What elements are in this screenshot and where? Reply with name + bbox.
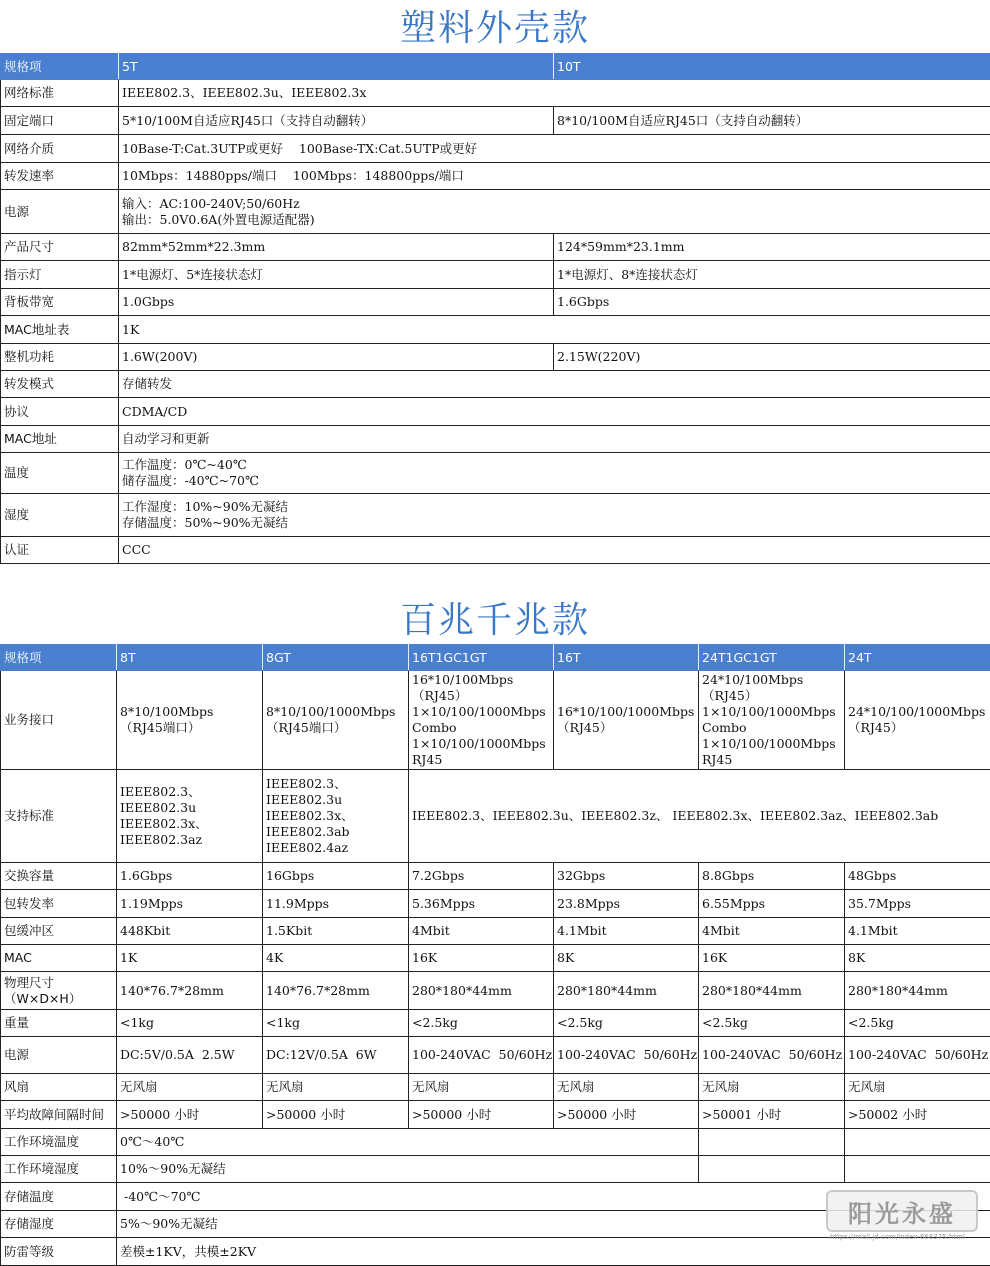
row-value: 自动学习和更新 xyxy=(119,426,990,453)
cell: 8K xyxy=(554,945,699,972)
section-title-gigabit: 百兆千兆款 xyxy=(0,600,990,642)
row-label: 指示灯 xyxy=(1,261,119,289)
cell: 无风扇 xyxy=(117,1074,263,1101)
table-header-row xyxy=(1,645,990,671)
cell: 11.9Mpps xyxy=(263,890,409,918)
power-input: 输入：AC:100-240V;50/60Hz xyxy=(122,196,987,212)
table-row xyxy=(1,1156,990,1183)
cell: DC:5V/0.5A 2.5W xyxy=(117,1037,263,1074)
cell: 4Mbit xyxy=(409,918,554,945)
cell: 100-240VAC 50/60Hz xyxy=(845,1037,990,1074)
table-row xyxy=(1,1101,990,1129)
row-value xyxy=(119,494,990,537)
cell-line: Combo xyxy=(702,720,841,736)
table-row xyxy=(1,107,990,135)
store-watermark-logo xyxy=(826,1190,978,1232)
cell-line: IEEE802.3u xyxy=(120,800,259,816)
dims-label-unit: （W×D×H） xyxy=(4,991,113,1007)
row-label: 业务接口 xyxy=(1,671,117,770)
table-row xyxy=(1,135,990,163)
table-row xyxy=(1,972,990,1010)
row-label: 风扇 xyxy=(1,1074,117,1101)
cell-line: 1×10/100/1000Mbps xyxy=(702,704,841,720)
work-temp: 工作温度：0℃~40℃ xyxy=(122,457,987,473)
cell-line: Combo xyxy=(412,720,550,736)
row-label: 重量 xyxy=(1,1010,117,1037)
empty-cell xyxy=(845,1156,990,1183)
table-row xyxy=(1,289,990,316)
row-value: CDMA/CD xyxy=(119,398,990,426)
header-cell: 规格项 xyxy=(1,645,117,671)
row-value: IEEE802.3、IEEE802.3u、IEEE802.3x xyxy=(119,80,990,107)
cell: 280*180*44mm xyxy=(845,972,990,1010)
row-label: 背板带宽 xyxy=(1,289,119,316)
row-label: 网络标准 xyxy=(1,80,119,107)
table-row xyxy=(1,537,990,564)
ports-16t xyxy=(554,671,699,770)
ports-8gt xyxy=(263,671,409,770)
table-row xyxy=(1,344,990,371)
env-value: 5%～90%无凝结 xyxy=(117,1211,990,1238)
table-row xyxy=(1,863,990,890)
cell: 8.8Gbps xyxy=(699,863,845,890)
cell-line: IEEE802.3x、 xyxy=(266,808,405,824)
empty-cell xyxy=(845,1129,990,1156)
row-value: 10Mbps：14880pps/端口 100Mbps：148800pps/端口 xyxy=(119,163,990,190)
row-label: 工作环境湿度 xyxy=(1,1156,117,1183)
storage-humidity: 存储温度：50%~90%无凝结 xyxy=(122,515,987,531)
row-label: 认证 xyxy=(1,537,119,564)
cell-line: （RJ45） xyxy=(412,688,550,704)
env-value: -40℃～70℃ xyxy=(117,1183,990,1211)
cell-line: 8*10/100Mbps xyxy=(120,704,259,720)
empty-cell xyxy=(699,1156,845,1183)
cell-line: IEEE802.3x、 xyxy=(120,816,259,832)
row-label: 平均故障间隔时间 xyxy=(1,1101,117,1129)
row-label: 网络介质 xyxy=(1,135,119,163)
cell: 1.19Mpps xyxy=(117,890,263,918)
cell: >50000 小时 xyxy=(409,1101,554,1129)
header-cell: 24T1GC1GT xyxy=(699,645,845,671)
ports-24t xyxy=(845,671,990,770)
cell-line: 16*10/100/1000Mbps xyxy=(557,704,695,720)
row-value: 124*59mm*23.1mm xyxy=(554,234,990,261)
cell: 100-240VAC 50/60Hz xyxy=(409,1037,554,1074)
row-label xyxy=(1,972,117,1010)
table-row xyxy=(1,945,990,972)
standards-rest: IEEE802.3、IEEE802.3u、IEEE802.3z、 IEEE802.3x、IEEE802.3az、IEEE802.3ab xyxy=(409,770,990,863)
cell: 280*180*44mm xyxy=(699,972,845,1010)
cell: 140*76.7*28mm xyxy=(117,972,263,1010)
table-row xyxy=(1,1238,990,1266)
row-label: MAC xyxy=(1,945,117,972)
standards-8gt xyxy=(263,770,409,863)
cell-line: IEEE802.3u xyxy=(266,792,405,808)
row-value: 1.6Gbps xyxy=(554,289,990,316)
cell: 100-240VAC 50/60Hz xyxy=(554,1037,699,1074)
row-value xyxy=(119,453,990,494)
cell: 448Kbit xyxy=(117,918,263,945)
cell-line: 8*10/100/1000Mbps xyxy=(266,704,405,720)
watermark-text: 阳光永盛 xyxy=(848,1194,956,1229)
row-value: 1*电源灯、8*连接状态灯 xyxy=(554,261,990,289)
spec-table-plastic xyxy=(0,53,990,564)
cell: 4K xyxy=(263,945,409,972)
row-label: 温度 xyxy=(1,453,119,494)
cell: 无风扇 xyxy=(263,1074,409,1101)
row-value: CCC xyxy=(119,537,990,564)
cell: 无风扇 xyxy=(554,1074,699,1101)
ports-16t1gc1gt xyxy=(409,671,554,770)
cell: 无风扇 xyxy=(409,1074,554,1101)
empty-cell xyxy=(699,1129,845,1156)
row-label: 防雷等级 xyxy=(1,1238,117,1266)
ports-24t1gc1gt xyxy=(699,671,845,770)
cell-line: 1×10/100/1000Mbps xyxy=(412,704,550,720)
cell: 100-240VAC 50/60Hz xyxy=(699,1037,845,1074)
cell: 1.5Kbit xyxy=(263,918,409,945)
cell: 1K xyxy=(117,945,263,972)
spec-table-gigabit xyxy=(0,644,990,1266)
row-label: 转发速率 xyxy=(1,163,119,190)
row-value: 1.6W(200V) xyxy=(119,344,554,371)
table-row xyxy=(1,1010,990,1037)
cell: 6.55Mpps xyxy=(699,890,845,918)
env-value: 10%～90%无凝结 xyxy=(117,1156,699,1183)
row-label: 包转发率 xyxy=(1,890,117,918)
header-cell: 8T xyxy=(117,645,263,671)
env-value: 0℃～40℃ xyxy=(117,1129,699,1156)
row-label: 协议 xyxy=(1,398,119,426)
watermark-url: https://mall.jd.com/index-868375.html xyxy=(830,1233,965,1241)
row-label: 支持标准 xyxy=(1,770,117,863)
header-cell: 8GT xyxy=(263,645,409,671)
table-row xyxy=(1,80,990,107)
table-row xyxy=(1,316,990,344)
header-cell: 16T1GC1GT xyxy=(409,645,554,671)
cell-line: （RJ45） xyxy=(557,720,695,736)
row-label: 整机功耗 xyxy=(1,344,119,371)
table-row xyxy=(1,371,990,398)
cell-line: IEEE802.3、 xyxy=(120,784,259,800)
cell-line: 24*10/100/1000Mbps xyxy=(848,704,987,720)
cell-line: IEEE802.3ab xyxy=(266,824,405,840)
row-value: 1.0Gbps xyxy=(119,289,554,316)
ports-8t xyxy=(117,671,263,770)
table-row xyxy=(1,890,990,918)
row-label: MAC地址 xyxy=(1,426,119,453)
power-output: 输出：5.0V0.6A(外置电源适配器) xyxy=(122,212,987,228)
cell: 280*180*44mm xyxy=(554,972,699,1010)
table-row xyxy=(1,770,990,863)
row-value: 8*10/100M自适应RJ45口（支持自动翻转） xyxy=(554,107,990,135)
table-row xyxy=(1,426,990,453)
cell: <1kg xyxy=(263,1010,409,1037)
cell-line: 1×10/100/1000Mbps xyxy=(412,736,550,752)
row-label: 电源 xyxy=(1,190,119,234)
table-row xyxy=(1,1037,990,1074)
table-row xyxy=(1,398,990,426)
cell: 1.6Gbps xyxy=(117,863,263,890)
row-value: 2.15W(220V) xyxy=(554,344,990,371)
cell: 4.1Mbit xyxy=(554,918,699,945)
cell-line: （RJ45端口） xyxy=(266,720,405,736)
table-header-row xyxy=(1,54,990,80)
cell-line: IEEE802.3az xyxy=(120,832,259,848)
header-cell: 10T xyxy=(554,54,990,80)
table-row xyxy=(1,1129,990,1156)
table-row xyxy=(1,190,990,234)
cell-line: RJ45 xyxy=(702,752,841,768)
storage-temp: 储存温度：-40℃~70℃ xyxy=(122,473,987,489)
cell-line: RJ45 xyxy=(412,752,550,768)
env-value: 差模±1KV，共模±2KV xyxy=(117,1238,990,1266)
cell: <2.5kg xyxy=(699,1010,845,1037)
cell: >50000 小时 xyxy=(263,1101,409,1129)
cell: 7.2Gbps xyxy=(409,863,554,890)
cell-line: IEEE802.4az xyxy=(266,840,405,856)
cell-line: （RJ45） xyxy=(848,720,987,736)
header-cell: 5T xyxy=(119,54,554,80)
row-value: 5*10/100M自适应RJ45口（支持自动翻转） xyxy=(119,107,554,135)
cell: <2.5kg xyxy=(845,1010,990,1037)
cell: 280*180*44mm xyxy=(409,972,554,1010)
table-row xyxy=(1,918,990,945)
cell-line: （RJ45） xyxy=(702,688,841,704)
cell: 23.8Mpps xyxy=(554,890,699,918)
table-row xyxy=(1,494,990,537)
row-label: 交换容量 xyxy=(1,863,117,890)
cell: 16Gbps xyxy=(263,863,409,890)
cell: >50002 小时 xyxy=(845,1101,990,1129)
row-value: 82mm*52mm*22.3mm xyxy=(119,234,554,261)
cell-line: IEEE802.3、 xyxy=(266,776,405,792)
table-row xyxy=(1,163,990,190)
row-value xyxy=(119,190,990,234)
cell: >50000 小时 xyxy=(117,1101,263,1129)
cell: >50001 小时 xyxy=(699,1101,845,1129)
row-label: 固定端口 xyxy=(1,107,119,135)
standards-8t xyxy=(117,770,263,863)
cell: 16K xyxy=(409,945,554,972)
section-title-plastic: 塑料外壳款 xyxy=(0,8,990,50)
row-label: 产品尺寸 xyxy=(1,234,119,261)
cell: DC:12V/0.5A 6W xyxy=(263,1037,409,1074)
cell: 35.7Mpps xyxy=(845,890,990,918)
cell: 32Gbps xyxy=(554,863,699,890)
cell: >50000 小时 xyxy=(554,1101,699,1129)
cell: 无风扇 xyxy=(699,1074,845,1101)
cell: <2.5kg xyxy=(554,1010,699,1037)
row-value: 1*电源灯、5*连接状态灯 xyxy=(119,261,554,289)
cell: <1kg xyxy=(117,1010,263,1037)
cell-line: 16*10/100Mbps xyxy=(412,672,550,688)
table-row xyxy=(1,261,990,289)
cell-line: （RJ45端口） xyxy=(120,720,259,736)
row-label: 存储湿度 xyxy=(1,1211,117,1238)
row-label: 工作环境温度 xyxy=(1,1129,117,1156)
cell: 140*76.7*28mm xyxy=(263,972,409,1010)
row-label: 转发模式 xyxy=(1,371,119,398)
header-cell: 16T xyxy=(554,645,699,671)
cell: 16K xyxy=(699,945,845,972)
cell-line: 24*10/100Mbps xyxy=(702,672,841,688)
table-row xyxy=(1,234,990,261)
row-label: 电源 xyxy=(1,1037,117,1074)
table-row xyxy=(1,1074,990,1101)
cell-line: 1×10/100/1000Mbps xyxy=(702,736,841,752)
header-cell: 规格项 xyxy=(1,54,119,80)
cell: 5.36Mpps xyxy=(409,890,554,918)
row-label: 存储温度 xyxy=(1,1183,117,1211)
row-value: 存储转发 xyxy=(119,371,990,398)
row-value: 1K xyxy=(119,316,990,344)
cell: 无风扇 xyxy=(845,1074,990,1101)
cell: 4.1Mbit xyxy=(845,918,990,945)
cell: 8K xyxy=(845,945,990,972)
dims-label: 物理尺寸 xyxy=(4,975,113,991)
cell: 4Mbit xyxy=(699,918,845,945)
cell: <2.5kg xyxy=(409,1010,554,1037)
table-row xyxy=(1,671,990,770)
cell: 48Gbps xyxy=(845,863,990,890)
row-value: 10Base-T:Cat.3UTP或更好 100Base-TX:Cat.5UTP或更好 xyxy=(119,135,990,163)
table-row xyxy=(1,453,990,494)
row-label: MAC地址表 xyxy=(1,316,119,344)
row-label: 包缓冲区 xyxy=(1,918,117,945)
row-label: 湿度 xyxy=(1,494,119,537)
work-humidity: 工作湿度：10%~90%无凝结 xyxy=(122,499,987,515)
header-cell: 24T xyxy=(845,645,990,671)
